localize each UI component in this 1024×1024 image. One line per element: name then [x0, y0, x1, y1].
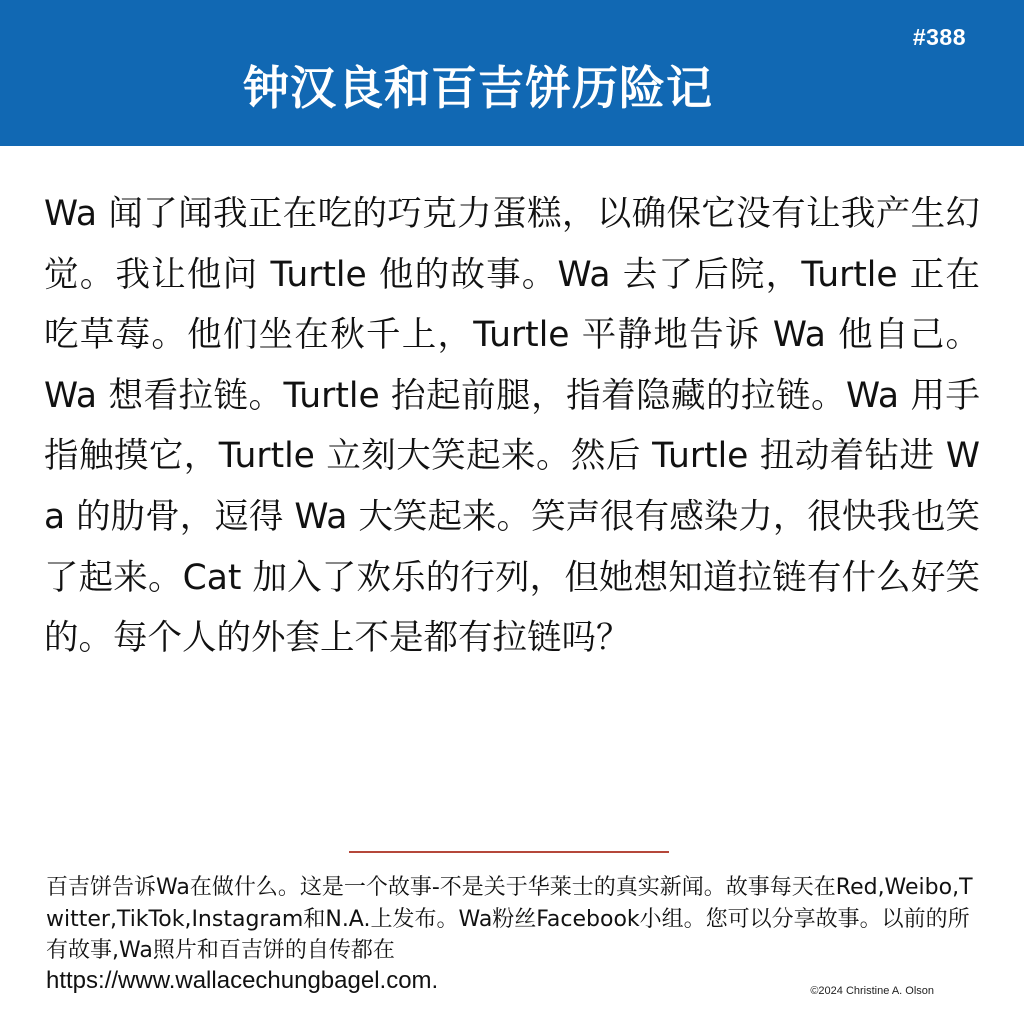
page-title: 钟汉良和百吉饼历险记	[243, 61, 713, 115]
header-banner	[0, 0, 1024, 146]
copyright: ©2024 Christine A. Olson	[810, 985, 934, 997]
episode-number: #388	[912, 24, 966, 50]
story-text: Wa 闻了闻我正在吃的巧克力蛋糕，以确保它没有让我产生幻觉。我让他问 Turtle 他的故事。Wa 去了后院，Turtle 正在吃草莓。他们坐在秋千上，Turtle 平静地告诉 Wa 他自己。Wa 想看拉链。Turtle 抬起前腿，指着隐藏的拉链。Wa 用手指触摸它，Turtle 立刻大笑起来。然后 Turtle 扭动着钻进 Wa 的肋骨，逗得 Wa 大笑起来。笑声很有感染力，很快我也笑了起来。Cat 加入了欢乐的行列，但她想知道拉链有什么好笑的。每个人的外套上不是都有拉链吗？	[44, 194, 980, 659]
website-link[interactable]: https://www.wallacechungbagel.com.	[46, 967, 439, 994]
footer-note: 百吉饼告诉Wa在做什么。这是一个故事-不是关于华莱士的真实新闻。故事每天在Red,Weibo,Twitter,TikTok,Instagram和N.A.上发布。Wa粉丝Facebook小组。您可以分享故事。以前的所有故事,Wa照片和百吉饼的自传都在	[46, 875, 973, 963]
divider	[349, 851, 669, 853]
